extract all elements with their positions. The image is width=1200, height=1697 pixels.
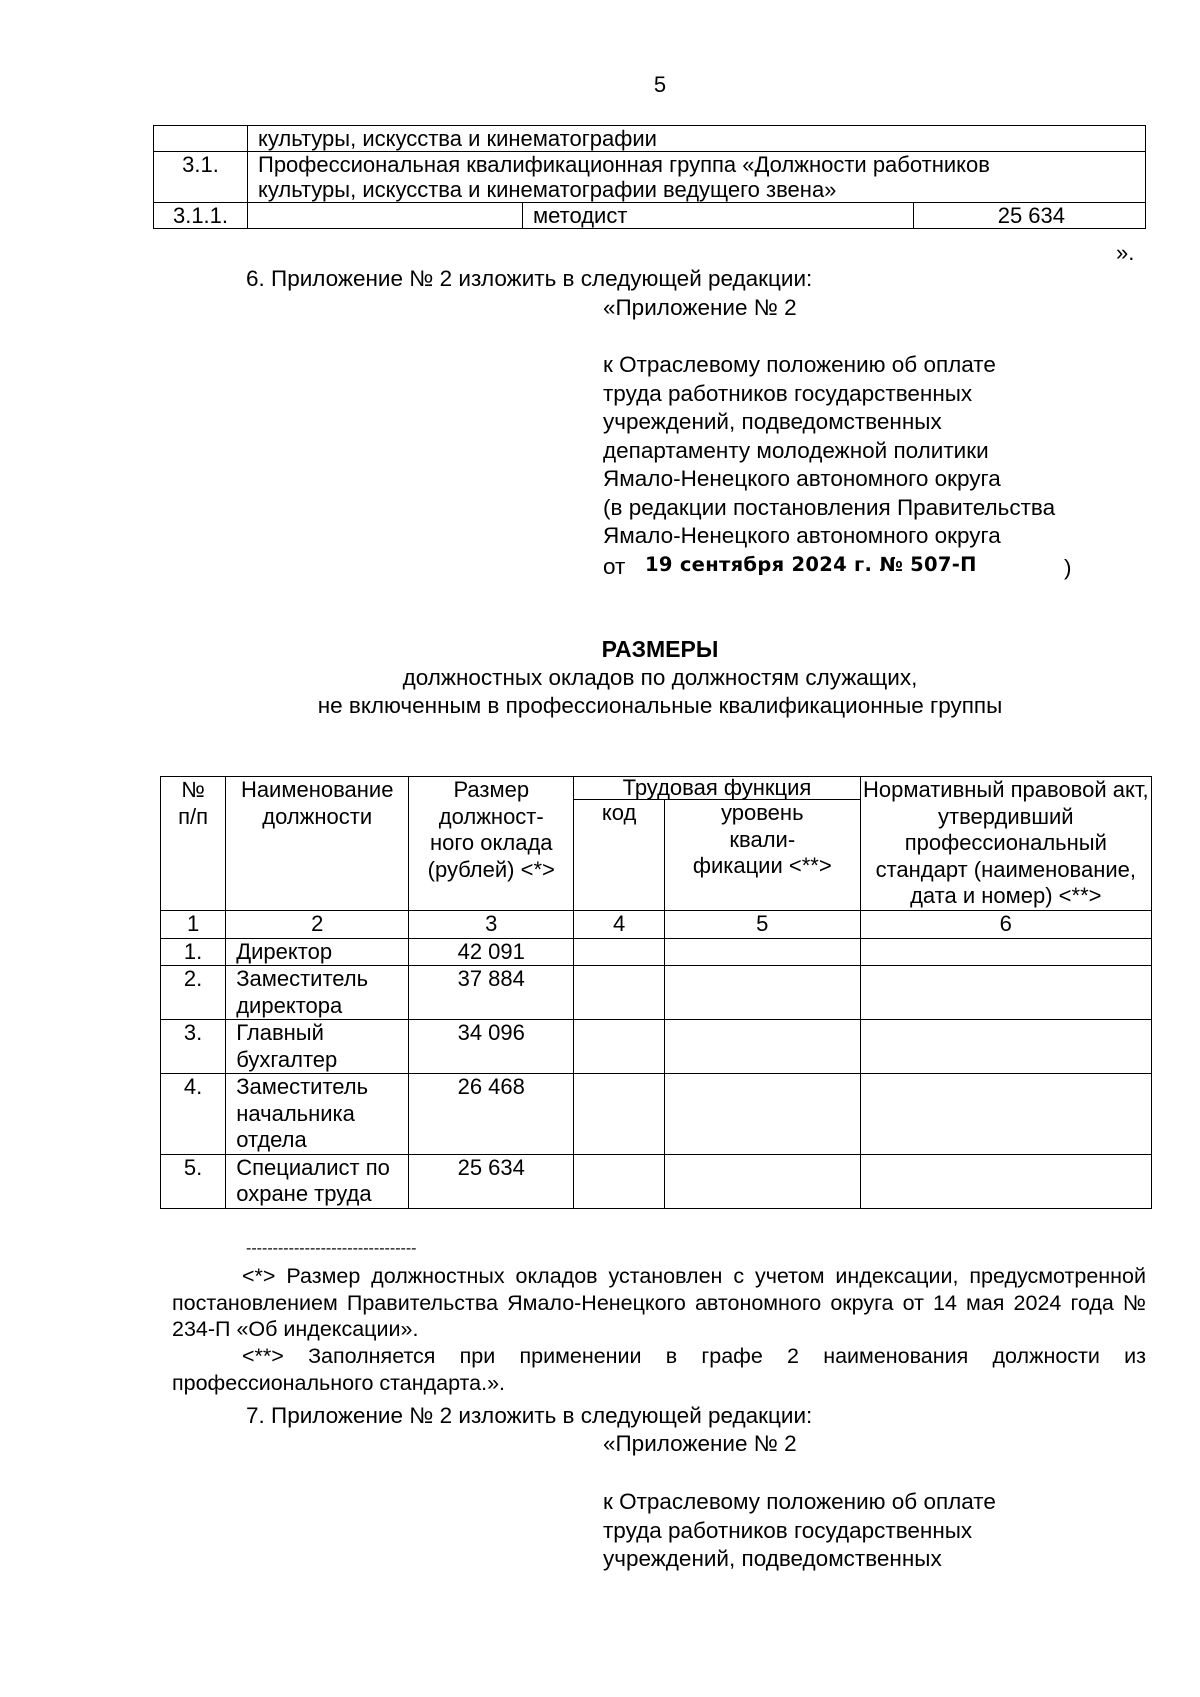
salary-value: 25 634 (409, 1154, 574, 1208)
table-row (161, 966, 1152, 1020)
caption-line: труда работников государственных (603, 1517, 973, 1543)
closing-paren: ) (1064, 555, 1072, 580)
footnote-2 (172, 1343, 1146, 1396)
salary-value: 25 634 (914, 203, 1146, 229)
table-row (161, 1074, 1152, 1155)
caption-line: (в редакции постановления Правительства (603, 494, 1056, 520)
salary-value: 26 468 (409, 1074, 574, 1155)
qualification-table-continued (153, 125, 1146, 229)
column-number: 6 (860, 911, 1151, 939)
salary-value: 42 091 (409, 938, 574, 966)
document-subtitle-line: не включенным в профессиональные квалификационные группы (317, 693, 1003, 718)
header-salary: Размер должност- ного оклада (рублей) <*> (409, 777, 574, 911)
level-cell (664, 1154, 860, 1208)
level-cell (664, 1074, 860, 1155)
caption-line: учреждений, подведомственных (603, 1546, 942, 1571)
act-cell (860, 1074, 1151, 1155)
position-name: Директор (226, 938, 409, 966)
code-cell (574, 1020, 665, 1074)
item-6-text: 6. Приложение № 2 изложить в следующей редакции: (246, 266, 813, 291)
page-number: 5 (653, 72, 667, 97)
document-subtitle-line: должностных окладов по должностям служащих, (402, 665, 918, 690)
header-labor-function: Трудовая функция (574, 777, 860, 800)
caption-line: к Отраслевому положению об оплате (603, 352, 996, 377)
act-cell (860, 938, 1151, 966)
salary-value: 37 884 (409, 966, 574, 1020)
position-name: Специалист по охране труда (226, 1154, 409, 1208)
appendix-caption (603, 351, 1055, 551)
position-name: Главный бухгалтер (226, 1020, 409, 1074)
table-row (161, 1020, 1152, 1074)
table-row (161, 938, 1152, 966)
appendix-caption (603, 1488, 996, 1574)
row-number: 4. (161, 1074, 226, 1155)
level-cell (664, 1020, 860, 1074)
table-row (154, 152, 1146, 203)
row-number: 3. (161, 1020, 226, 1074)
header-act: Нормативный правовой акт, утвердивший профессиональный стандарт (наименование, дата и номер) <**> (860, 777, 1151, 911)
row-text: культуры, искусства и кинематографии (248, 126, 1146, 152)
caption-line: труда работников государственных (603, 380, 973, 406)
act-cell (860, 1154, 1151, 1208)
code-cell (574, 1154, 665, 1208)
act-cell (860, 1020, 1151, 1074)
appendix-title: «Приложение № 2 (603, 295, 797, 320)
row-number: 2. (161, 966, 226, 1020)
caption-line: Ямало-Ненецкого автономного округа (603, 466, 1001, 491)
column-number: 5 (664, 911, 860, 939)
header-code: код (574, 800, 665, 911)
row-number: 1. (161, 938, 226, 966)
header-level: уровень квали- фикации <**> (664, 800, 860, 911)
table-row (161, 1154, 1152, 1208)
level-cell (664, 966, 860, 1020)
column-number: 1 (161, 911, 226, 939)
level-cell (664, 938, 860, 966)
row-number: 3.1. (154, 152, 248, 203)
column-number-row (161, 911, 1152, 939)
act-cell (860, 966, 1151, 1020)
document-title: РАЗМЕРЫ (601, 636, 719, 662)
appendix-title: «Приложение № 2 (603, 1431, 797, 1456)
code-cell (574, 966, 665, 1020)
row-number: 3.1.1. (154, 203, 248, 229)
appendix-from-label: от (603, 554, 626, 579)
column-number: 2 (226, 911, 409, 939)
salary-value: 34 096 (409, 1020, 574, 1074)
code-cell (574, 938, 665, 966)
caption-line: к Отраслевому положению об оплате (603, 1489, 996, 1514)
header-name: Наименование должности (226, 777, 409, 911)
column-number: 4 (574, 911, 665, 939)
header-num: № п/п (161, 777, 226, 911)
footnote-text: <*> Размер должностных окладов установлен с учетом индексации, предусмотренной постановлением Правительства Ямало-Ненецкого автономного округа от 14 мая 2024 года № 234-П «Об индексации». (172, 1264, 1146, 1341)
item-7-text: 7. Приложение № 2 изложить в следующей редакции: (246, 1403, 813, 1428)
header-row (161, 777, 1152, 800)
row-text (248, 152, 1146, 203)
row-number: 5. (161, 1154, 226, 1208)
resolution-date-number: 19 сентября 2024 г. № 507-П (645, 553, 977, 576)
position-name: Заместитель начальника отдела (226, 1074, 409, 1155)
footnote-separator: -------------------------------- (246, 1240, 417, 1257)
code-cell (574, 1074, 665, 1155)
caption-line: Ямало-Ненецкого автономного округа (603, 523, 1001, 548)
closing-quote: ». (1116, 240, 1135, 265)
caption-line: департаменту молодежной политики (603, 437, 989, 463)
row-number (154, 126, 248, 152)
table-row (154, 203, 1146, 229)
table-row (154, 126, 1146, 152)
position-name: методист (523, 203, 914, 229)
row-text-line: культуры, искусства и кинематографии ведущего звена» (258, 177, 837, 202)
column-number: 3 (409, 911, 574, 939)
position-name: Заместитель директора (226, 966, 409, 1020)
footnote-text: <**> Заполняется при применении в графе 2 наименования должности из профессионального стандарта.». (172, 1344, 1146, 1395)
footnote-1 (172, 1263, 1146, 1343)
salary-table (160, 776, 1152, 1209)
caption-line: учреждений, подведомственных (603, 409, 942, 434)
row-text-line: Профессиональная квалификационная группа «Должности работников (258, 152, 990, 177)
empty-cell (248, 203, 523, 229)
